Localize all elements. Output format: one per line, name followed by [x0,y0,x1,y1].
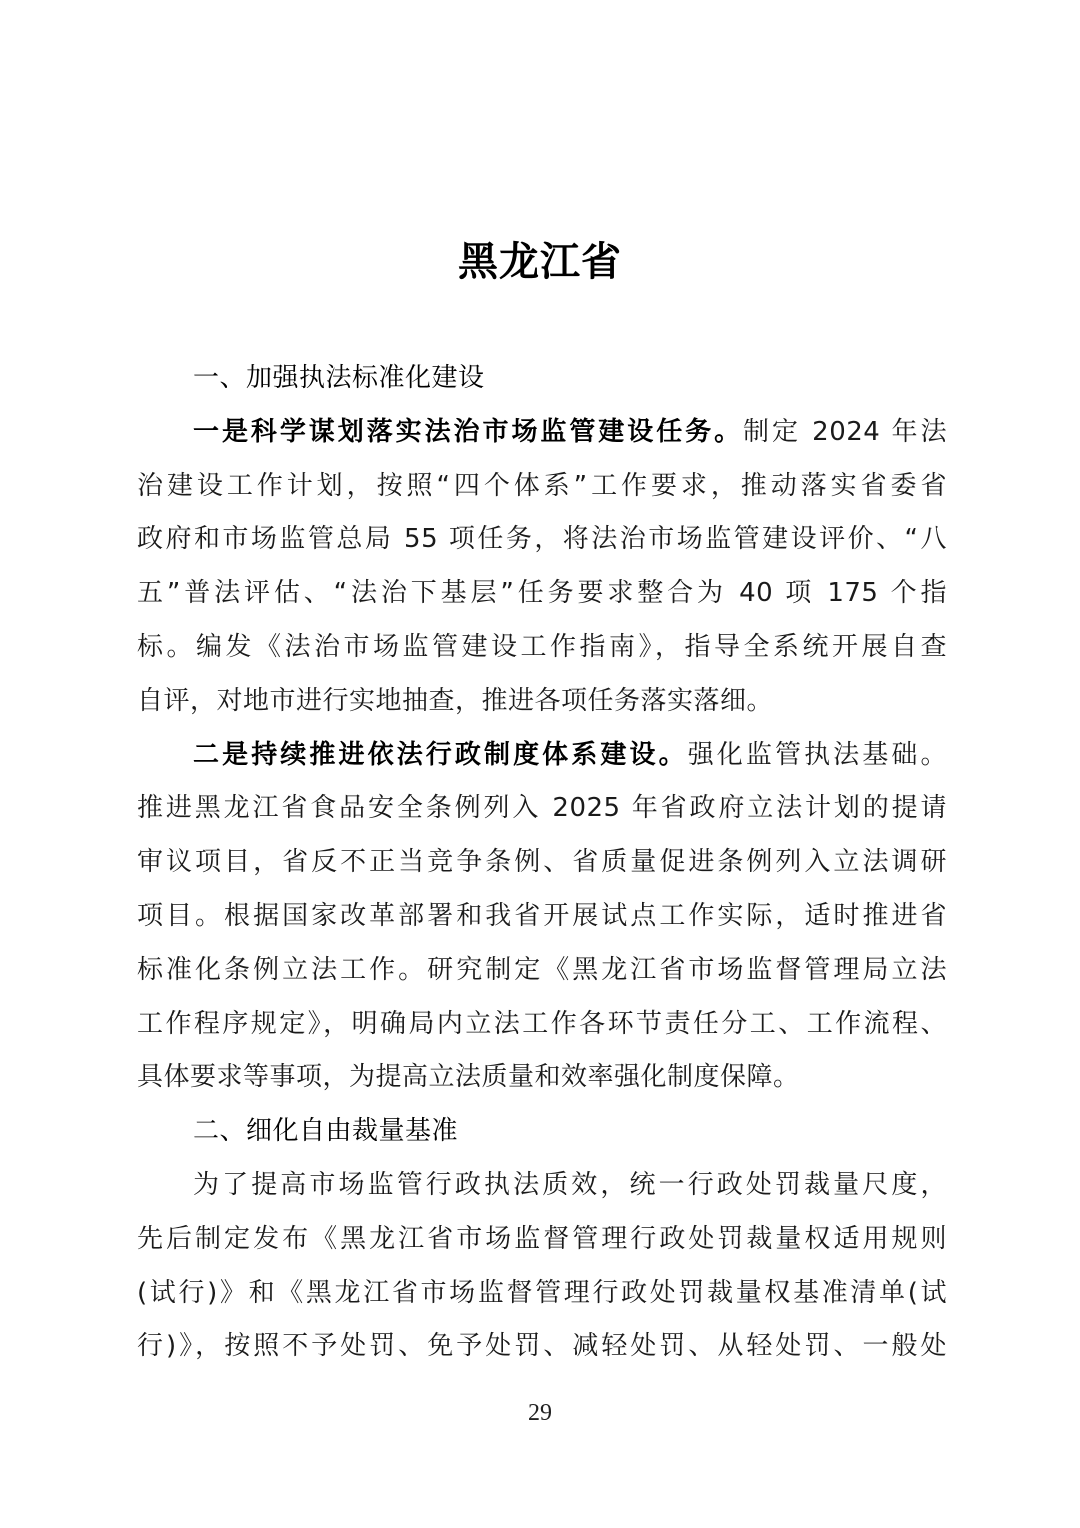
paragraph-text: 强化监管执法基础。 [687,739,947,770]
paragraph-line: 为了提高市场监管行政执法质效，统一行政处罚裁量尺度， [193,1169,947,1200]
page-title: 黑龙江省 [458,238,622,285]
paragraph-line: 标准化条例立法工作。研究制定《黑龙江省市场监督管理局立法 [137,954,947,985]
page-number: 29 [528,1400,552,1426]
paragraph-line: 行)》，按照不予处罚、免予处罚、减轻处罚、从轻处罚、一般处 [137,1331,947,1362]
paragraph-line [137,729,947,783]
paragraph-line: 标。编发《法治市场监管建设工作指南》，指导全系统开展自查 [137,631,947,662]
paragraph-line: 工作程序规定》，明确局内立法工作各环节责任分工、工作流程、 [137,1008,947,1039]
paragraph-line [137,406,947,460]
paragraph-line: 自评，对地市进行实地抽查，推进各项任务落实落细。 [137,685,774,716]
section-heading: 一、加强执法标准化建设 [193,363,485,393]
paragraph-text: 制定 2024 年法 [743,416,947,447]
paragraph-line: 治建设工作计划，按照“四个体系”工作要求，推动落实省委省 [137,470,947,501]
paragraph-line: 审议项目，省反不正当竞争条例、省质量促进条例列入立法调研 [137,847,947,878]
paragraph-line: 推进黑龙江省食品安全条例列入 2025 年省政府立法计划的提请 [137,793,947,824]
paragraph-line: 具体要求等事项，为提高立法质量和效率强化制度保障。 [137,1062,800,1093]
paragraph-line: 先后制定发布《黑龙江省市场监督管理行政处罚裁量权适用规则 [137,1223,947,1254]
document-body [137,352,947,1374]
paragraph-lead: 二是持续推进依法行政制度体系建设。 [193,739,688,770]
paragraph-line: 政府和市场监管总局 55 项任务，将法治市场监管建设评价、“八 [137,524,947,555]
paragraph-line: 五”普法评估、“法治下基层”任务要求整合为 40 项 175 个指 [137,578,947,609]
paragraph-line: 项目。根据国家改革部署和我省开展试点工作实际，适时推进省 [137,900,947,931]
paragraph-lead: 一是科学谋划落实法治市场监管建设任务。 [193,416,744,447]
section-heading: 二、细化自由裁量基准 [193,1116,459,1147]
paragraph-line: (试行)》和《黑龙江省市场监督管理行政处罚裁量权基准清单(试 [137,1277,947,1308]
